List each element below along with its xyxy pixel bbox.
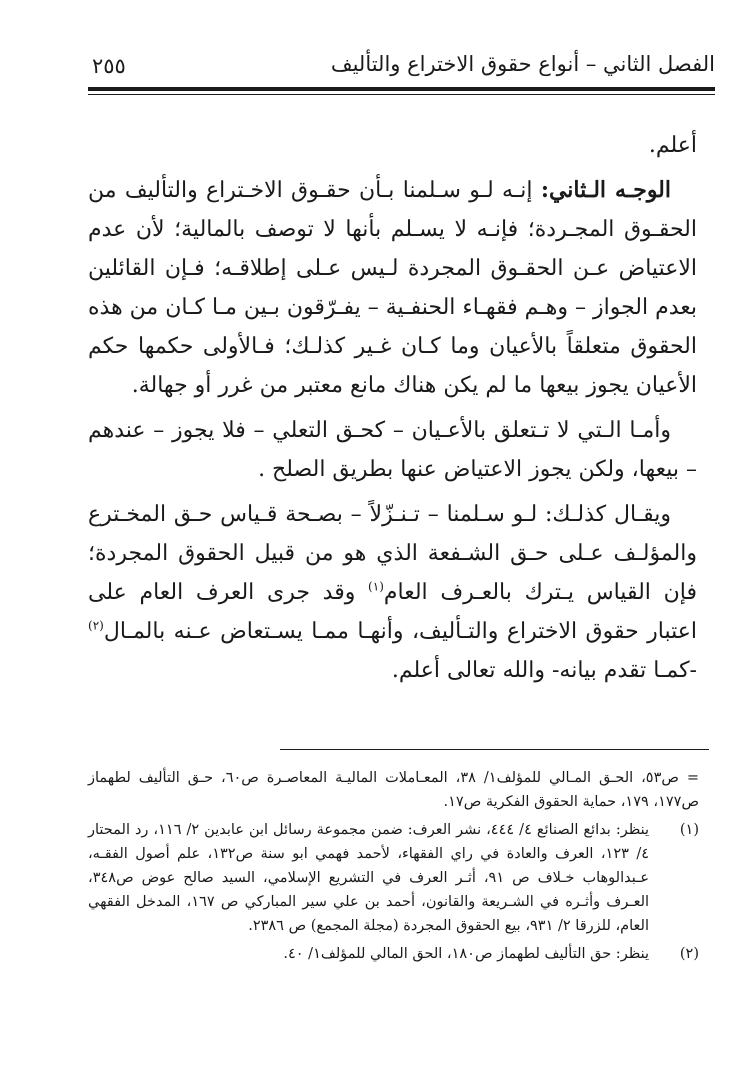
footnote-continuation: = ص٥٣، الحـق المـالي للمؤلف١/ ٣٨، المعـاملات الماليـة المعاصـرة ص٦٠، حـق التأليف لطهماز ص١٧٧، ١٧٩، حماية الحقوق الفكرية ص١٧. — [88, 770, 699, 810]
footnote-number: (١) — [679, 822, 699, 838]
footnote-1 — [88, 818, 709, 938]
chapter-title: الفصل الثاني – أنواع حقوق الاختراع والتأليف — [330, 52, 715, 76]
running-header — [88, 48, 715, 86]
footnote-number: (٢) — [679, 946, 699, 962]
paragraph-analogy: ويقـال كذلـك: لـو سـلمنا – تـنـزّلاً – بصـحة قـياس حـق المخـترع والمؤلـف عـلى حـق الشـفعة الذي هو من قبيل الحقوق المجردة؛ فإن القياس يـترك بالعـرف العام$^{(١)}$ وقد جرى العرف العام على اعتبار حقوق الاختراع والتـأليف، وأنهـا ممـا يسـتعاض عـنه بالمـال$^{(٢)}$ -كمـا تقدم بيانه- والله تعالى أعلم. — [88, 502, 697, 683]
header-rule-thick — [88, 87, 715, 91]
footnote-ref-1[interactable]: (١) — [368, 579, 384, 594]
footnote-text: ينظر: حق التأليف لطهماز ص١٨٠، الحق المالي للمؤلف١/ ٤٠. — [283, 946, 649, 962]
page-number: ٢٥٥ — [92, 54, 126, 78]
footnote-ref-2[interactable]: (٢) — [88, 618, 104, 633]
footnote-2 — [88, 942, 709, 966]
header-rule-thin — [88, 94, 715, 95]
footnote-text: ينظر: بدائع الصنائع ٤/ ٤٤٤، نشر العرف: ضمن مجموعة رسائل ابن عابدين ٢/ ١١٦، رد المحتار ٤/ ١٢٣، العرف والعادة في راي الفقهاء، لأحمد فهمي ابو سنة ص١٣٢، علم أصول الفقـه، عـبدالوهاب خـلاف ص ٩١، أثـر العرف في التشريع الإسلامي، السيد صالح عوض ص٣٤٨، العـرف وأثـره في الشـريعة والقانون، أحمد بن علي سير المباركي ص ١٦٧، المدخل الفقهي العام، للزرقا ٢/ ٩٣١، بيع الحقوق المجردة (مجلة المجمع) ص ٢٣٨٦. — [88, 822, 650, 934]
main-text — [88, 126, 697, 690]
paragraph-opening: أعلم. — [648, 133, 697, 158]
footnotes — [88, 766, 709, 970]
section-lead: الوجـه الـثاني: — [540, 177, 672, 203]
footnote-separator — [280, 749, 709, 750]
paragraph-second-aspect: الوجـه الـثاني: إنـه لـو سـلمنا بـأن حقـوق الاخـتراع والتأليف من الحقـوق المجـردة؛ فإنـه لا يسـلم بأنها لا توصف بالمالية؛ لأن عدم الاعتياض عـن الحقـوق المجردة لـيس عـلى إطلاقـه؛ فـإن القائلين بعدم الجواز – وهـم فقهـاء الحنفـية – يفـرّقون بـين مـا كـان من هذه الحقوق متعلقاً بالأعيان وما كـان غـير كذلـك؛ فـالأولى حكمها حكم الأعيان يجوز بيعها ما لم يكن هناك مانع معتبر من غرر أو جهالة. — [88, 177, 697, 398]
paragraph-non-attached-rights: وأمـا الـتي لا تـتعلق بالأعـيان – كحـق التعلي – فلا يجوز – عندهم – بيعها، ولكن يجوز الاعتياض عنها بطريق الصلح . — [88, 418, 697, 482]
